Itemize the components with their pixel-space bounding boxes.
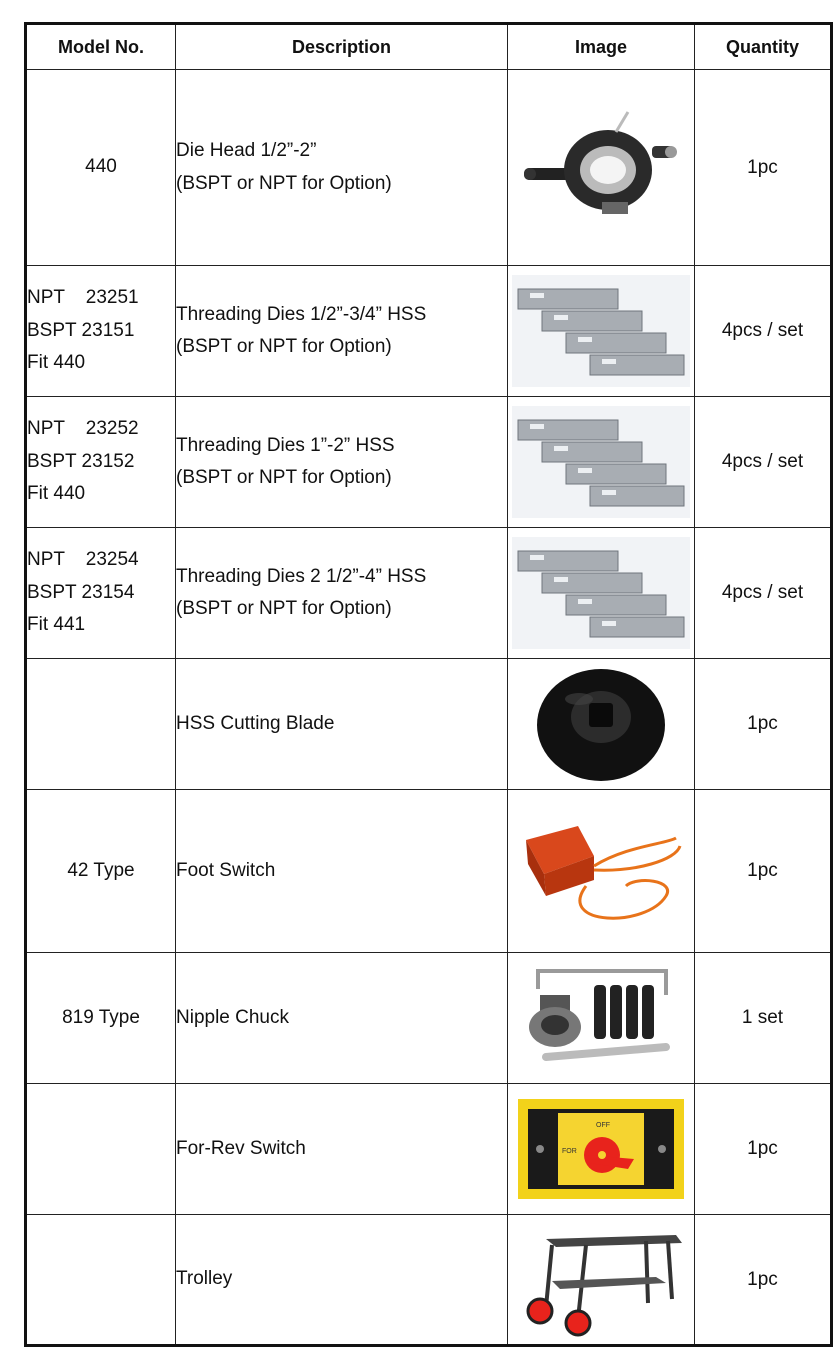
description-cell bbox=[176, 397, 508, 528]
description-line: Threading Dies 2 1/2”-4” HSS bbox=[176, 565, 427, 587]
description-line: Threading Dies 1”-2” HSS bbox=[176, 434, 395, 456]
table-row bbox=[26, 953, 832, 1084]
image-cell bbox=[508, 266, 695, 397]
description-line: (BSPT or NPT for Option) bbox=[176, 336, 392, 357]
header-model: Model No. bbox=[26, 24, 176, 70]
table-row bbox=[26, 70, 832, 266]
description-line: Trolley bbox=[176, 1268, 233, 1290]
threading-dies-image bbox=[512, 275, 690, 387]
model-line: NPT 23252 bbox=[27, 418, 139, 440]
model-line: BSPT 23151 bbox=[27, 319, 135, 341]
image-cell bbox=[508, 790, 695, 953]
description-cell bbox=[176, 528, 508, 659]
accessories-table bbox=[24, 22, 833, 1347]
trolley-image bbox=[516, 1223, 686, 1337]
threading-dies-image bbox=[512, 537, 690, 649]
description-line: (BSPT or NPT for Option) bbox=[176, 467, 392, 488]
image-cell bbox=[508, 1215, 695, 1346]
table-row bbox=[26, 659, 832, 790]
image-cell bbox=[508, 1084, 695, 1215]
description-cell bbox=[176, 1084, 508, 1215]
description-cell bbox=[176, 953, 508, 1084]
image-cell bbox=[508, 659, 695, 790]
description-line: Foot Switch bbox=[176, 859, 276, 881]
model-cell bbox=[26, 1084, 176, 1215]
description-line: (BSPT or NPT for Option) bbox=[176, 598, 392, 619]
table-row bbox=[26, 790, 832, 953]
image-cell bbox=[508, 70, 695, 266]
model-line: Fit 440 bbox=[27, 352, 86, 374]
description-line: HSS Cutting Blade bbox=[176, 712, 335, 734]
model-line: NPT 23251 bbox=[27, 287, 139, 309]
header-row bbox=[26, 24, 832, 70]
header-image: Image bbox=[508, 24, 695, 70]
model-cell bbox=[26, 953, 176, 1084]
description-line: Die Head 1/2”-2” bbox=[176, 140, 317, 161]
description-line: (BSPT or NPT for Option) bbox=[176, 172, 392, 194]
switch-for-label: FOR bbox=[562, 1148, 577, 1155]
description-cell bbox=[176, 659, 508, 790]
description-cell bbox=[176, 790, 508, 953]
model-line: BSPT 23152 bbox=[27, 450, 135, 472]
for-rev-switch-image bbox=[518, 1099, 684, 1199]
description-line: Threading Dies 1/2”-3/4” HSS bbox=[176, 303, 427, 325]
quantity-cell: 1pc bbox=[695, 1215, 832, 1346]
quantity-cell: 1pc bbox=[695, 659, 832, 790]
model-line: 440 bbox=[85, 156, 117, 178]
nipple-chuck-image bbox=[516, 961, 686, 1075]
quantity-cell: 1pc bbox=[695, 1084, 832, 1215]
model-line: NPT 23254 bbox=[27, 549, 139, 571]
model-line: 819 Type bbox=[62, 1006, 140, 1028]
description-line: Nipple Chuck bbox=[176, 1006, 289, 1028]
die-head-image bbox=[516, 108, 686, 228]
image-cell bbox=[508, 397, 695, 528]
header-description: Description bbox=[176, 24, 508, 70]
table-row bbox=[26, 528, 832, 659]
model-cell bbox=[26, 659, 176, 790]
model-line: Fit 440 bbox=[27, 483, 86, 505]
header-quantity: Quantity bbox=[695, 24, 832, 70]
model-cell bbox=[26, 1215, 176, 1346]
quantity-cell: 4pcs / set bbox=[695, 528, 832, 659]
model-cell bbox=[26, 790, 176, 953]
table-row bbox=[26, 266, 832, 397]
quantity-cell: 4pcs / set bbox=[695, 266, 832, 397]
threading-dies-image bbox=[512, 406, 690, 518]
model-cell bbox=[26, 397, 176, 528]
cutting-blade-image bbox=[531, 665, 671, 783]
table-row bbox=[26, 1084, 832, 1215]
switch-off-label: OFF bbox=[596, 1122, 610, 1129]
model-line: Fit 441 bbox=[27, 614, 86, 636]
image-cell bbox=[508, 953, 695, 1084]
model-cell bbox=[26, 70, 176, 266]
quantity-cell: 1pc bbox=[695, 790, 832, 953]
table-row bbox=[26, 1215, 832, 1346]
quantity-cell: 1pc bbox=[695, 70, 832, 266]
model-line: 42 Type bbox=[67, 859, 135, 881]
quantity-cell: 1 set bbox=[695, 953, 832, 1084]
description-line: For-Rev Switch bbox=[176, 1137, 306, 1159]
model-cell bbox=[26, 266, 176, 397]
description-cell bbox=[176, 1215, 508, 1346]
foot-switch-image bbox=[516, 816, 686, 926]
quantity-cell: 4pcs / set bbox=[695, 397, 832, 528]
image-cell bbox=[508, 528, 695, 659]
table-row bbox=[26, 397, 832, 528]
description-cell bbox=[176, 266, 508, 397]
description-cell bbox=[176, 70, 508, 266]
model-line: BSPT 23154 bbox=[27, 581, 135, 603]
model-cell bbox=[26, 528, 176, 659]
